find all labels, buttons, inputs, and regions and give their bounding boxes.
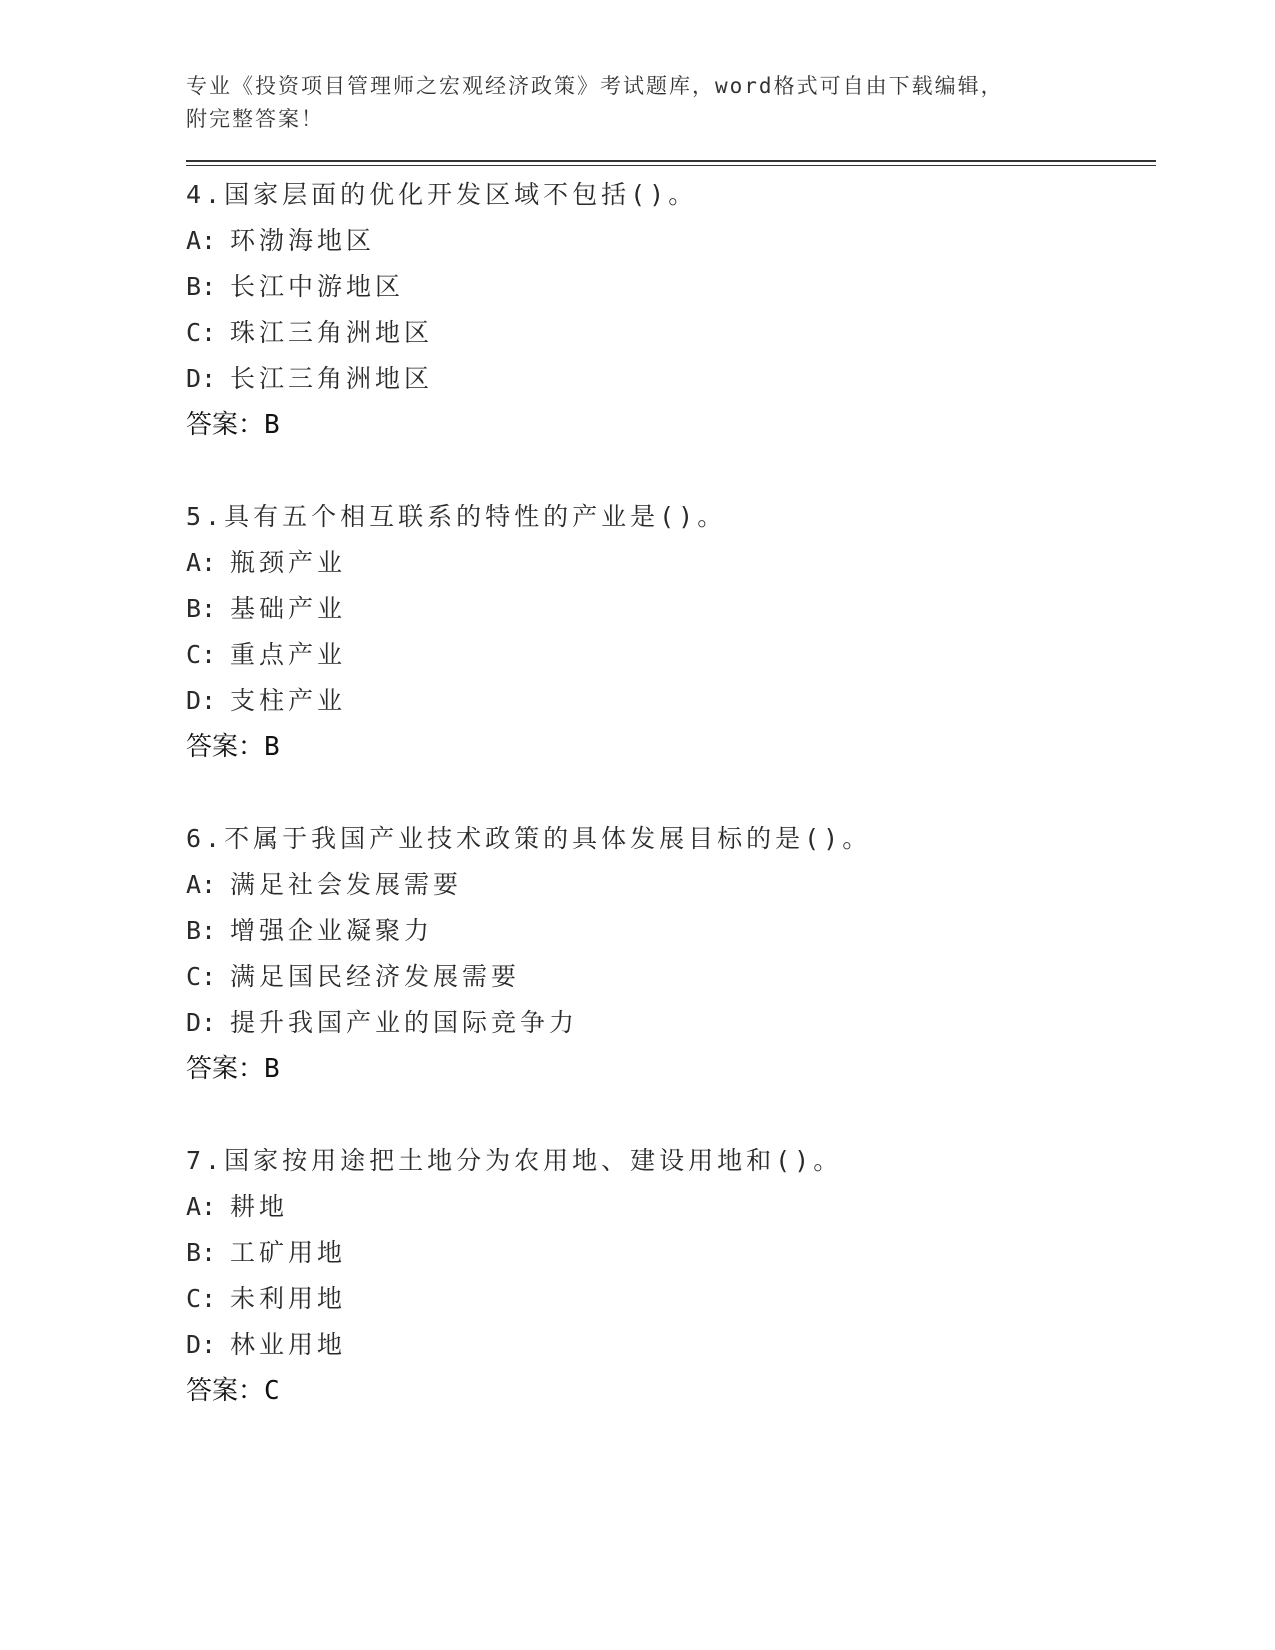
- option-b: [186, 1230, 1156, 1276]
- option-key: B:: [186, 272, 217, 301]
- answer-value: B: [264, 1054, 280, 1084]
- answer-value: C: [264, 1376, 280, 1406]
- option-key: A:: [186, 226, 217, 255]
- question-5: [186, 494, 1156, 770]
- option-text: 瓶颈产业: [230, 548, 347, 577]
- header-line-2: 附完整答案！: [186, 107, 324, 131]
- option-text: 环渤海地区: [230, 226, 376, 255]
- option-key: D:: [186, 364, 217, 393]
- option-text: 满足社会发展需要: [230, 870, 463, 899]
- option-text: 工矿用地: [230, 1238, 347, 1267]
- option-c: [186, 632, 1156, 678]
- answer-label: 答案：: [186, 410, 265, 440]
- divider-thick: [186, 160, 1156, 162]
- answer-label: 答案：: [186, 1054, 265, 1084]
- option-d: [186, 678, 1156, 724]
- option-b: [186, 264, 1156, 310]
- answer-value: B: [264, 410, 280, 440]
- option-b: [186, 908, 1156, 954]
- option-key: B:: [186, 916, 217, 945]
- divider-thin: [186, 165, 1156, 166]
- option-key: D:: [186, 686, 217, 715]
- question-7: [186, 1138, 1156, 1414]
- option-key: D:: [186, 1330, 217, 1359]
- question-list: [186, 172, 1156, 1414]
- option-a: [186, 1184, 1156, 1230]
- option-text: 重点产业: [230, 640, 347, 669]
- question-stem: 7.国家按用途把土地分为农用地、建设用地和()。: [186, 1146, 843, 1175]
- option-key: C:: [186, 1284, 217, 1313]
- option-key: C:: [186, 640, 217, 669]
- option-a: [186, 540, 1156, 586]
- header-line-1: 专业《投资项目管理师之宏观经济政策》考试题库，word格式可自由下载编辑，: [186, 74, 1004, 98]
- option-key: D:: [186, 1008, 217, 1037]
- option-d: [186, 1000, 1156, 1046]
- question-stem: 6.不属于我国产业技术政策的具体发展目标的是()。: [186, 824, 872, 853]
- option-key: A:: [186, 548, 217, 577]
- option-c: [186, 310, 1156, 356]
- option-text: 增强企业凝聚力: [230, 916, 434, 945]
- document-header: [186, 70, 1156, 136]
- option-d: [186, 356, 1156, 402]
- answer-label: 答案：: [186, 732, 265, 762]
- option-key: B:: [186, 1238, 217, 1267]
- option-key: A:: [186, 1192, 217, 1221]
- answer: [186, 1046, 1156, 1092]
- option-key: B:: [186, 594, 217, 623]
- question-4: [186, 172, 1156, 448]
- option-c: [186, 1276, 1156, 1322]
- option-text: 未利用地: [230, 1284, 347, 1313]
- header-divider: [186, 160, 1156, 166]
- option-text: 长江三角洲地区: [230, 364, 434, 393]
- answer: [186, 724, 1156, 770]
- question-stem: 4.国家层面的优化开发区域不包括()。: [186, 180, 698, 209]
- option-d: [186, 1322, 1156, 1368]
- option-text: 珠江三角洲地区: [230, 318, 434, 347]
- option-c: [186, 954, 1156, 1000]
- option-key: C:: [186, 318, 217, 347]
- option-text: 提升我国产业的国际竞争力: [230, 1008, 579, 1037]
- option-b: [186, 586, 1156, 632]
- option-text: 林业用地: [230, 1330, 347, 1359]
- answer: [186, 402, 1156, 448]
- document-page: [186, 70, 1156, 1460]
- option-text: 耕地: [230, 1192, 289, 1221]
- option-text: 长江中游地区: [230, 272, 405, 301]
- option-a: [186, 862, 1156, 908]
- option-key: A:: [186, 870, 217, 899]
- answer-value: B: [264, 732, 280, 762]
- answer-label: 答案：: [186, 1376, 265, 1406]
- option-text: 基础产业: [230, 594, 347, 623]
- option-a: [186, 218, 1156, 264]
- option-text: 支柱产业: [230, 686, 347, 715]
- question-stem: 5.具有五个相互联系的特性的产业是()。: [186, 502, 727, 531]
- option-key: C:: [186, 962, 217, 991]
- answer: [186, 1368, 1156, 1414]
- question-6: [186, 816, 1156, 1092]
- option-text: 满足国民经济发展需要: [230, 962, 521, 991]
